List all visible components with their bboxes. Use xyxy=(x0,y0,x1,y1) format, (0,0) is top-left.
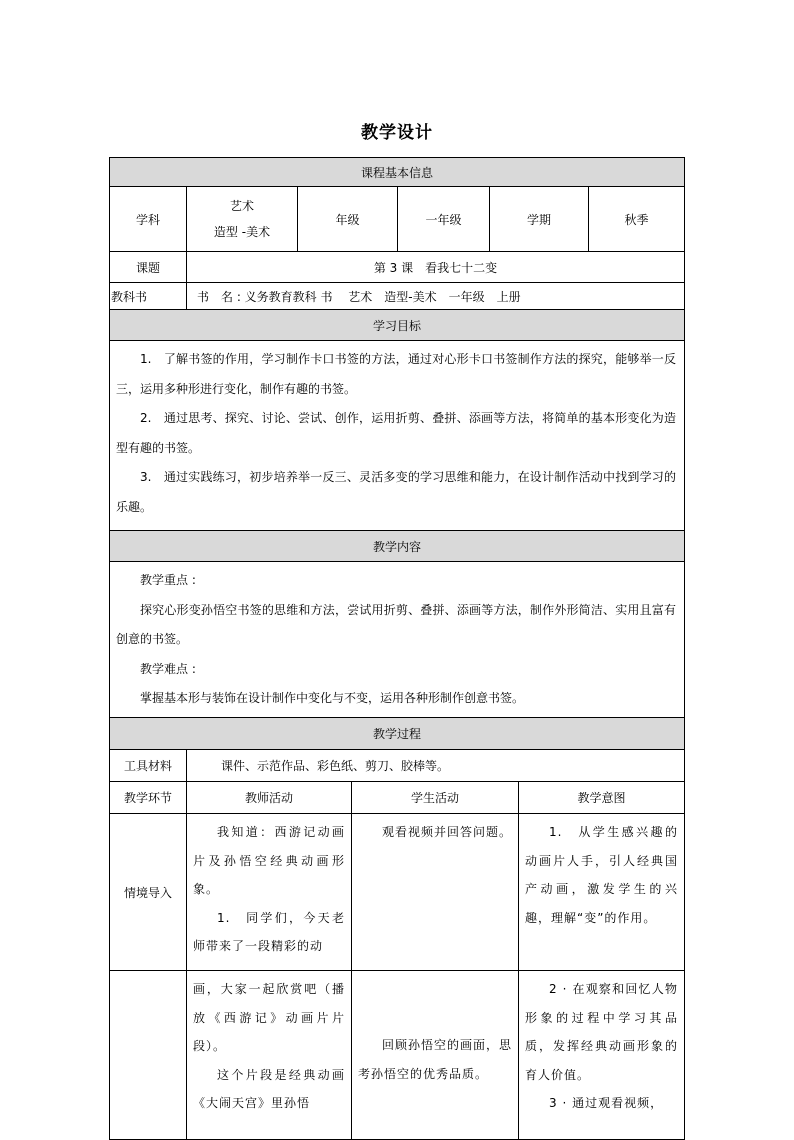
student-activity-cell xyxy=(351,813,519,971)
teacher-activity-cell xyxy=(186,970,352,1140)
teacher-activity-cell xyxy=(186,813,352,971)
teacher-activity-text: 1. 同学们，今天老师带来了一段精彩的动 xyxy=(193,910,345,953)
tools-label: 工具材料 xyxy=(109,749,187,782)
stage-cell: 情境导入 xyxy=(109,813,187,971)
page-title: 教学设计 xyxy=(361,123,433,143)
student-activity-text: 观看视频并回答问题。 xyxy=(382,825,513,839)
col-header-stage: 教学环节 xyxy=(109,781,187,814)
intent-text: 2 · 在观察和回忆人物形象的过程中学习其品质，发挥经典动画形象的育人价值。 xyxy=(525,982,678,1082)
topic-label: 课题 xyxy=(109,251,187,283)
intent-text: 3 · 通过观看视频， xyxy=(549,1096,664,1110)
col-header-teacher: 教师活动 xyxy=(186,781,352,814)
content-body xyxy=(109,561,685,718)
stage-cell xyxy=(109,970,187,1140)
student-activity-cell xyxy=(351,970,519,1140)
teacher-activity-text: 我知道：西游记动画片及孙悟空经典动画形象。 xyxy=(193,825,345,896)
term-label: 学期 xyxy=(489,186,589,252)
grade-label: 年级 xyxy=(297,186,398,252)
basic-info-header: 课程基本信息 xyxy=(109,157,685,187)
tools-value: 课件、示范作品、彩色纸、剪刀、胶棒等。 xyxy=(186,749,685,782)
intent-cell xyxy=(518,970,685,1140)
teacher-activity-text: 这个片段是经典动画《大闹天宫》里孙悟 xyxy=(193,1067,345,1110)
subject-value-line1: 艺术 xyxy=(229,199,254,213)
student-activity-text: 回顾孙悟空的画面，思考孙悟空的优秀品质。 xyxy=(358,1038,513,1081)
objective-item: 3. 通过实践练习，初步培养举一反三、灵活多变的学习思维和能力，在设计制作活动中找到学习的乐趣。 xyxy=(116,470,676,514)
col-header-student: 学生活动 xyxy=(351,781,519,814)
objective-item: 2. 通过思考、探究、讨论、尝试、创作，运用折剪、叠拼、添画等方法，将简单的基本形变化为造型有趣的书签。 xyxy=(116,411,676,455)
key-point-label: 教学重点 : xyxy=(140,573,196,587)
subject-value xyxy=(186,186,298,252)
objectives-header: 学习目标 xyxy=(109,309,685,341)
objectives-body xyxy=(109,340,685,531)
textbook-label: 教科书 xyxy=(109,282,187,310)
objective-item: 1. 了解书签的作用，学习制作卡口书签的方法，通过对心形卡口书签制作方法的探究，能够举一反三，运用多种形进行变化，制作有趣的书签。 xyxy=(116,352,676,396)
topic-value: 第 3 课 看我七十二变 xyxy=(186,251,685,283)
term-value: 秋季 xyxy=(588,186,685,252)
grade-value: 一年级 xyxy=(397,186,490,252)
process-header: 教学过程 xyxy=(109,717,685,750)
subject-label: 学科 xyxy=(109,186,187,252)
difficulty-label: 教学难点 : xyxy=(140,661,196,676)
textbook-value: 书 名 : 义务教育教科 书 艺术 造型-美术 一年级 上册 xyxy=(186,282,685,310)
intent-text: 1. 从学生感兴趣的动画片人手，引人经典国产动画，激发学生的兴趣，理解“变”的作用。 xyxy=(525,825,678,925)
teacher-activity-text: 画，大家一起欣赏吧（播放《西游记》动画片片段）。 xyxy=(193,982,345,1053)
content-header: 教学内容 xyxy=(109,530,685,562)
key-point-text: 探究心形变孙悟空书签的思维和方法，尝试用折剪、叠拼、添画等方法，制作外形简洁、实用且富有创意的书签。 xyxy=(116,602,676,646)
intent-cell xyxy=(518,813,685,971)
col-header-intent: 教学意图 xyxy=(518,781,685,814)
subject-value-line2: 造型 -美术 xyxy=(213,225,271,239)
lesson-plan-table xyxy=(109,157,685,1123)
difficulty-text: 掌握基本形与装饰在设计制作中变化与不变，运用各种形制作创意书签。 xyxy=(140,691,525,705)
